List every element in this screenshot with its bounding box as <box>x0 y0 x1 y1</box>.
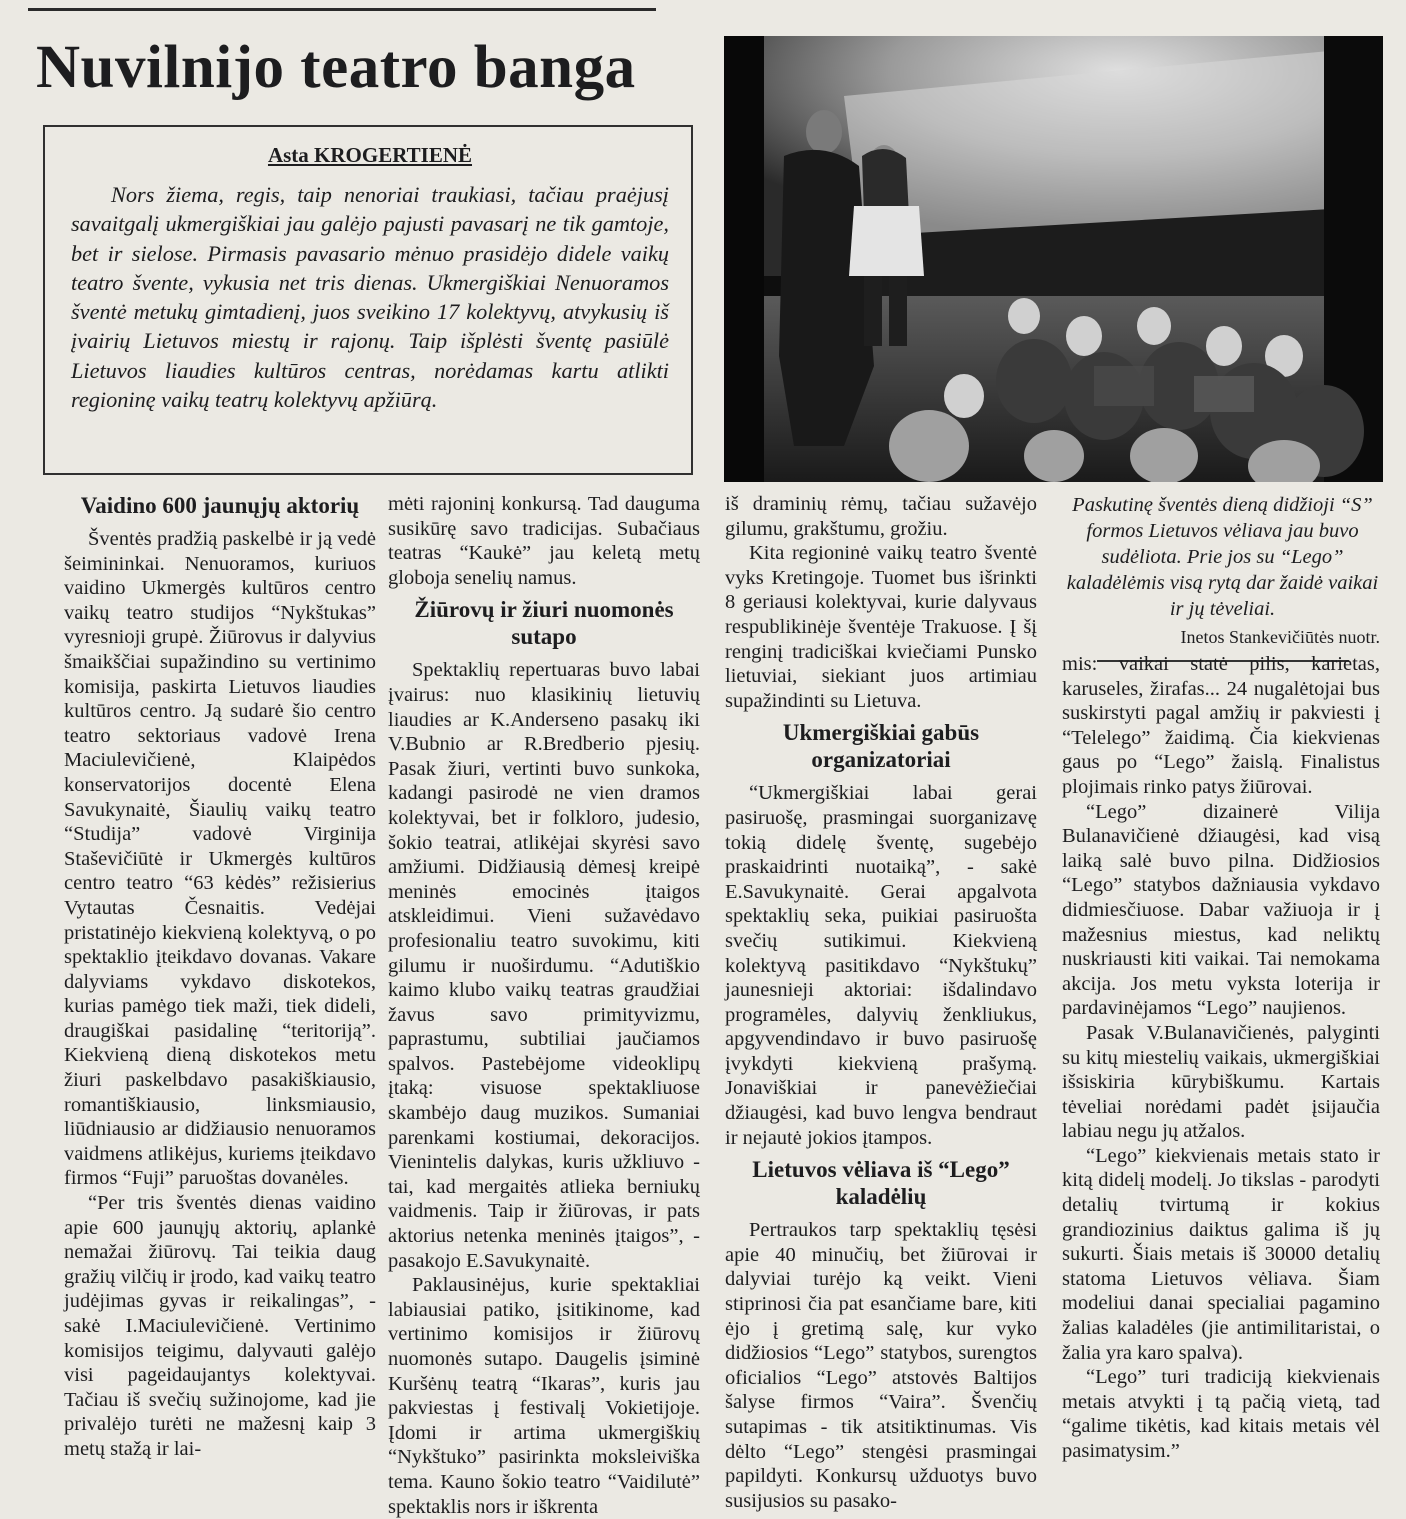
paragraph: mis: vaikai statė pilis, karietas, karuseles, žirafas... 24 nugalėtojai bus suskirstyti pagal amžių ir pakviesti į “Telelego” žaidimą. Čia kiekvienas gaus po “Lego” žaislą. Finalistus plojimais rinko patys žiūrovai. <box>1062 653 1380 798</box>
paragraph: Šventės pradžią paskelbė ir ją vedė šeimininkai. Nenuoramos, kuriuos vaidino Ukmergės kultūros centro vaikų teatro studijos “Nykštukas” vyresnioji grupė. Žiūrovus ir dalyvius šmaikščiai supažindino su vertinimo komisija, paskirta Lietuvos liaudies kultūros centro. Ją sudarė šio centro teatro sektoriaus vadovė Irena Maciulevičienė, Klaipėdos konservatorijos docentė Elena Savukynaitė, Šiaulių vaikų teatro “Studija” vadovė Virginija Staševičiūtė ir Ukmergės kultūros centro teatro “63 kėdės” režisierius Vytautas Česnaitis. Vedėjai pristatinėjo kiekvieną kolektyvą, o po spektaklio įteikdavo dovanas. Vakare dalyviams vykdavo diskotekos, kurias pamėgo tiek maži, tiek dideli, draugiškai pasidalinę “teritoriją”. Kiekvieną dieną diskotekos metu žiuri paskelbdavo pasakiškiausio, romantiškiausio, linksmiausio, liūdniausio ar didžiausio nenuoramos vaidmens atlikėjus, kuriems įteikdavo firmos “Fuji” paruoštas dovanėles. <box>64 528 376 1190</box>
photo-caption: Paskutinę šventės dieną didžioji “S” formos Lietuvos vėliava jau buvo sudėliota. Prie jos su “Lego” kaladėlėmis visą rytą dar žaidė vaikai ir jų tėveliai. <box>1066 494 1379 620</box>
paragraph: mėti rajoninį konkursą. Tad dauguma susikūrę savo tradicijas. Subačiaus teatras “Kaukė” jau keletą metų globoja senelių namus. <box>388 493 700 589</box>
paragraph: “Per tris šventės dienas vaidino apie 600 jaunųjų aktorių, aplankė nemažai žiūrovų. Tai teikia daug gražių vilčių ir įrodo, kad vaikų teatro judėjimas gyvas ir reikalingas”, - sakė I.Maciulevičienė. Vertinimo komisijos teigimu, dalyvauti galėjo visi pageidaujantys kolektyvai. Tačiau iš svečių sužinojome, kad jie privalėjo turėti ne mažesnį kaip 3 metų stažą ir lai- <box>64 1192 376 1460</box>
paragraph: Pertraukos tarp spektaklių tęsėsi apie 40 minučių, bet žiūrovai ir dalyviai turėjo ką veikt. Vieni stiprinosi čia pat esančiame bare, kiti ėjo į gretimą salę, kur vyko didžiosios “Lego” statybos, surengtos oficialios “Lego” atstovės Baltijos šalyse firmos “Vaira”. Švenčių sutapimas - tik atsitiktinumas. Vis dėlto “Lego” stengėsi prasmingai papildyti. Konkursų užduotys buvo susijusios su pasako- <box>725 1219 1037 1512</box>
byline: Asta KROGERTIENĖ <box>267 143 473 167</box>
paragraph: iš draminių rėmų, tačiau sužavėjo gilumu, grakštumu, grožiu. <box>725 493 1037 540</box>
headline: Nuvilnijo teatro banga <box>36 34 636 101</box>
photo-caption-block <box>1065 492 1380 662</box>
subheading-actors: Vaidino 600 jaunųjų aktorių <box>80 493 360 518</box>
subheading-lego-flag: Lietuvos vėliava iš “Lego” kaladėlių <box>752 1157 1010 1210</box>
article-column-2 <box>388 492 700 1519</box>
paragraph: “Ukmergiškiai labai gerai pasiruošę, prasmingai suorganizavę tokią didelę šventę, sugebėjo praskaidrinti nuotaiką”, - sakė E.Savukynaitė. Gerai apgalvota spektaklių seka, puikiai pasiruošta svečių sutikimui. Kiekvieną kolektyvą pasitikdavo “Nykštukų” jaunesnieji aktoriai: išdalindavo programėles, dalyvių ženkliukus, apgyvendindavo ir buvo pasiruošę įvykdyti kiekvieną prašymą. Jonaviškiai ir panevėžiečiai džiaugėsi, kad buvo lengva bendraut ir nejautė jokios įtampos. <box>725 782 1037 1149</box>
paragraph: Paklausinėjus, kurie spektakliai labiausiai patiko, įsitikinome, kad vertinimo komisijos ir žiūrovų nuomonės sutapo. Daugelis įsiminė Kuršėnų teatrą “Ikaras”, kuris jau pakviestas į festivalį Vokietijoje. Įdomi ir artima ukmergiškių “Nykštuko” pasirinkta moksleiviška tema. Kauno šokio teatro “Vaidilutė” spektaklis nors ir iškrenta <box>388 1274 700 1518</box>
event-photo <box>724 36 1383 482</box>
paragraph: “Lego” dizainerė Vilija Bulanavičienė džiaugėsi, kad visą laiką salė buvo pilna. Didžiosios “Lego” statybos dažniausia vykdavo didmiesčiuose. Dabar važiuoja ir į mažesnius miestus, kad neliktų nuskriausti kiti vaikai. Tai nemokama akcija. Jos metu vyksta loterija ir pardavinėjamos “Lego” naujienos. <box>1062 800 1380 1020</box>
lead-box <box>43 125 693 475</box>
paragraph: Kita regioninė vaikų teatro šventė vyks Kretingoje. Tuomet bus išrinkti 8 geriausi kolektyvai, kurie dalyvaus respublikinėje šventėje Trakuose. Į šį renginį tradiciškai kviečiami Punsko lietuviai, siekiant juos artimiau supažindinti su Lietuva. <box>725 542 1037 712</box>
photo-illustration <box>724 36 1383 482</box>
subheading-opinions: Žiūrovų ir žiuri nuomonės sutapo <box>414 597 674 650</box>
article-column-3 <box>725 492 1037 1513</box>
article-column-4 <box>1062 652 1380 1464</box>
photo-credit: Inetos Stankevičiūtės nuotr. <box>1180 627 1380 647</box>
article-column-1 <box>64 492 376 1462</box>
paragraph: “Lego” kiekvienais metais stato ir kitą didelį modelį. Jo tikslas - parodyti detalių tvirtumą ir kokius grandiozinius daiktus galima iš jų sukurti. Šiais metais iš 30000 detalių statoma Lietuvos vėliava. Šiam modeliui danai specialiai pagamino žalias kaladėles (jie antimilitaristai, o žalia yra karo spalva). <box>1062 1144 1380 1364</box>
paragraph: Pasak V.Bulanavičienės, palyginti su kitų miestelių vaikais, ukmergiškiai išsiskiria kūrybiškumu. Kartais tėveliai norėdami padėt įsijaučia labiau negu jų atžalos. <box>1062 1021 1380 1143</box>
top-rule <box>28 8 656 11</box>
paragraph: Spektaklių repertuaras buvo labai įvairus: nuo klasikinių lietuvių liaudies ar K.Anderseno pasakų iki V.Bubnio ar R.Bredberio pjesių. Pasak žiuri, vertinti buvo sunkoka, kadangi pasirodė ne vien dramos kolektyvai, bet ir folkloro, judesio, šokio teatrai, atlikėjai skyrėsi savo amžiumi. Didžiausią dėmesį kreipė meninės emocinės įtaigos atskleidimui. Vieni sužavėdavo profesionaliu teatro suvokimu, kiti gilumu ir nuoširdumu. “Adutiškio kaimo klubo vaikų teatras graudžiai žavus savo primityvizmu, paprastumu, subtiliai jaučiamos spalvos. Pastebėjome videoklipų įtaką: visuose spektakliuose skambėjo daug muzikos. Sumaniai parenkami kostiumai, dekoracijos. Vienintelis dalykas, kuris užkliuvo - tai, kad mergaitės atlieka berniukų vaidmenis. Taip ir žiūrovas, ir pats aktorius netenka meninės įtaigos”, - pasakojo E.Savukynaitė. <box>388 659 700 1272</box>
subheading-organizers: Ukmergiškiai gabūs organizatoriai <box>782 720 980 773</box>
lead-text: Nors žiema, regis, taip nenoriai traukiasi, tačiau praėjusį savaitgalį ukmergiškiai jau galėjo pajusti pavasarį ne tik gamtoje, bet ir sielose. Pirmasis pavasario mėnuo prasidėjo didele vaikų teatro švente, vykusia net tris dienas. Ukmergiškiai Nenuoramos šventė metukų gimtadienį, juos sveikino 17 kolektyvų, atvykusių iš įvairių Lietuvos miestų ir rajonų. Taip išplėsti šventę pasiūlė Lietuvos liaudies kultūros centras, norėdamas kartu atlikti regioninę vaikų teatrų kolektyvų apžiūrą. <box>71 182 669 413</box>
paragraph: “Lego” turi tradiciją kiekvienais metais atvykti į tą pačią vietą, tad “galime tikėtis, kad kitais metais vėl pasimatysim.” <box>1062 1366 1380 1462</box>
